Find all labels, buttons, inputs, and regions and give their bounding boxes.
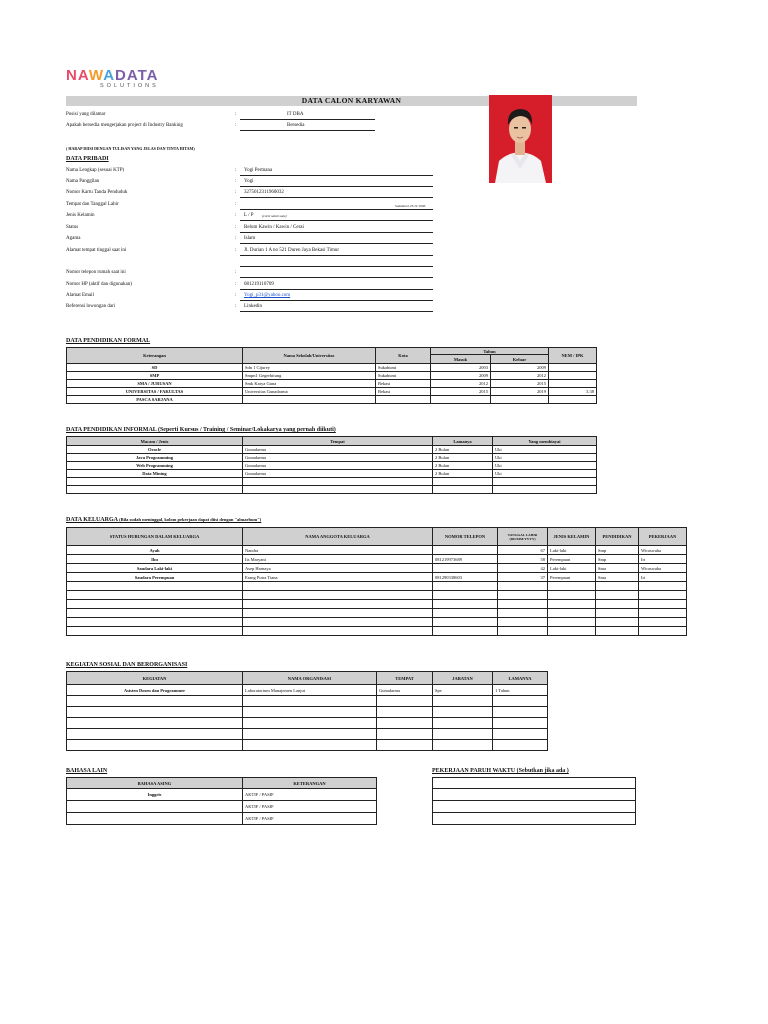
field-underline: [240, 277, 433, 278]
colon: :: [235, 248, 237, 253]
table-row: [67, 454, 597, 462]
table-cell[interactable]: [433, 478, 493, 486]
table-cell[interactable]: 2003: [431, 364, 491, 372]
company-logo: [66, 67, 159, 96]
logo-subtitle: SOLUTIONS: [100, 83, 159, 89]
table-cell[interactable]: Sma: [596, 573, 639, 582]
table-cell[interactable]: 3.38: [549, 388, 597, 396]
table-cell[interactable]: [433, 600, 498, 609]
table-row: [67, 486, 597, 494]
social-activities-heading: KEGIATAN SOSIAL DAN BERORGANISASI: [66, 662, 188, 668]
table-cell[interactable]: [639, 609, 687, 618]
table-cell[interactable]: [377, 696, 433, 707]
col-header: NEM / IPK: [549, 348, 597, 364]
table-cell[interactable]: 2009: [431, 372, 491, 380]
field-underline: [240, 209, 433, 210]
table-row: [67, 801, 377, 813]
table-cell[interactable]: SMA / JURUSAN: [67, 380, 243, 388]
table-cell[interactable]: AKTIF / PASIF: [243, 813, 377, 825]
table-cell[interactable]: Bekasi: [376, 388, 431, 396]
formal-education-table: [66, 347, 597, 404]
col-header: Tahun: [431, 348, 549, 355]
personal-field-label: Nama Panggilan: [66, 179, 100, 184]
table-cell[interactable]: Ukt: [493, 446, 597, 454]
table-cell[interactable]: [433, 564, 498, 573]
table-cell[interactable]: 2 Bulan: [433, 454, 493, 462]
languages-heading: BAHASA LAIN: [66, 768, 108, 774]
table-cell[interactable]: [493, 740, 548, 751]
table-cell[interactable]: Universitas Gunadarma: [243, 388, 376, 396]
table-row: [67, 364, 597, 372]
field-underline: [240, 197, 433, 198]
table-row: [67, 609, 687, 618]
table-cell[interactable]: 2015: [431, 388, 491, 396]
table-row: [67, 707, 548, 718]
table-cell[interactable]: [596, 627, 639, 636]
field-underline: [240, 220, 433, 221]
table-cell[interactable]: [377, 707, 433, 718]
table-row: [67, 396, 597, 404]
col-header: Kota: [376, 348, 431, 364]
table-cell[interactable]: Sukabumi: [376, 372, 431, 380]
table-cell[interactable]: [243, 718, 377, 729]
table-row: [67, 685, 548, 696]
table-cell[interactable]: Inggris: [67, 789, 243, 801]
table-cell[interactable]: Laki-laki: [548, 564, 596, 573]
table-row: [67, 718, 548, 729]
personal-field-label: Nomor Kartu Tanda Penduduk: [66, 190, 128, 195]
table-cell[interactable]: Ayah: [67, 546, 243, 555]
table-cell[interactable]: [67, 801, 243, 813]
table-cell[interactable]: [548, 582, 596, 591]
table-cell[interactable]: Nandra: [243, 546, 433, 555]
table-cell[interactable]: Irt: [639, 573, 687, 582]
table-cell[interactable]: [639, 627, 687, 636]
table-cell[interactable]: [493, 696, 548, 707]
table-cell[interactable]: [67, 718, 243, 729]
colon: :: [235, 179, 237, 184]
field-underline: [240, 232, 433, 233]
col-header: PENDIDIKAN: [596, 528, 639, 546]
table-cell[interactable]: Gunadarma: [377, 685, 433, 696]
table-cell[interactable]: [498, 600, 548, 609]
table-cell[interactable]: Saudara Perempuan: [67, 573, 243, 582]
table-cell[interactable]: [243, 396, 376, 404]
table-cell[interactable]: Irt: [639, 555, 687, 564]
table-cell[interactable]: 2019: [491, 388, 549, 396]
table-cell[interactable]: [433, 801, 636, 813]
table-cell[interactable]: Spv: [433, 685, 493, 696]
table-cell[interactable]: Laboratorium Manajemen Lanjut: [243, 685, 377, 696]
table-cell[interactable]: 081290338603: [433, 573, 498, 582]
part-time-table: [432, 777, 636, 825]
table-cell[interactable]: PASCA SARJANA: [67, 396, 243, 404]
table-cell[interactable]: [433, 729, 493, 740]
table-cell[interactable]: 2 Bulan: [433, 446, 493, 454]
table-row: [67, 555, 687, 564]
table-cell[interactable]: SD: [67, 364, 243, 372]
table-cell[interactable]: [433, 789, 636, 801]
field-underline: [240, 311, 433, 312]
table-row: [67, 446, 597, 454]
personal-field-value[interactable]: Yogi Permana: [244, 168, 273, 173]
banking-label: Apakah bersedia mengerjakan project di Industry Banking: [66, 123, 183, 128]
table-cell[interactable]: [243, 609, 433, 618]
table-cell[interactable]: [639, 582, 687, 591]
table-cell[interactable]: [243, 591, 433, 600]
family-title: DATA KELUARGA: [66, 517, 118, 523]
col-header: JENIS KELAMIN: [548, 528, 596, 546]
personal-field-value[interactable]: 081219110709: [244, 282, 274, 287]
table-cell[interactable]: [377, 729, 433, 740]
col-header: Keluar: [491, 355, 549, 364]
table-cell[interactable]: Gunadarma: [243, 462, 433, 470]
table-cell[interactable]: [243, 707, 377, 718]
personal-field-label: Tempat dan Tanggal Lahir: [66, 202, 119, 207]
table-cell[interactable]: [493, 707, 548, 718]
table-cell[interactable]: Smp: [596, 555, 639, 564]
personal-field-value[interactable]: Jl. Durian 1 A no 521 Duren Jaya Bekasi Timur: [244, 248, 339, 253]
table-cell[interactable]: [491, 396, 549, 404]
personal-field-label: Nomor telepon rumah saat ini: [66, 270, 126, 275]
table-cell[interactable]: 2012: [491, 372, 549, 380]
table-row: [67, 627, 687, 636]
table-row: [67, 564, 687, 573]
table-row: [67, 618, 687, 627]
col-header: TEMPAT: [377, 672, 433, 685]
table-cell[interactable]: Wiraswaha: [639, 564, 687, 573]
col-header: NOMOR TELEPON: [433, 528, 498, 546]
table-row: [67, 546, 687, 555]
table-cell[interactable]: [67, 618, 243, 627]
colon: :: [235, 293, 237, 298]
table-row: [67, 380, 597, 388]
portrait-image: [489, 95, 552, 183]
table-row: [67, 813, 377, 825]
table-cell[interactable]: Ukt: [493, 470, 597, 478]
table-cell[interactable]: [67, 813, 243, 825]
table-cell[interactable]: [433, 718, 493, 729]
col-header: PEKERJAAN: [639, 528, 687, 546]
table-cell[interactable]: [376, 396, 431, 404]
colon: :: [235, 236, 237, 241]
table-cell[interactable]: [493, 718, 548, 729]
social-activities-table: [66, 671, 548, 751]
table-cell[interactable]: [433, 740, 493, 751]
field-underline: [240, 243, 433, 244]
table-cell[interactable]: [67, 696, 243, 707]
languages-table: [66, 777, 377, 825]
fill-instruction: ( HARAP DIISI DENGAN TULISAN YANG JELAS DAN TINTA HITAM): [66, 146, 195, 151]
table-cell[interactable]: [548, 618, 596, 627]
formal-education-heading: DATA PENDIDIKAN FORMAL: [66, 338, 151, 344]
col-header: LAMANYA: [493, 672, 548, 685]
table-cell[interactable]: [243, 618, 433, 627]
table-cell[interactable]: Oracle: [67, 446, 243, 454]
table-cell[interactable]: [639, 618, 687, 627]
table-cell[interactable]: [596, 600, 639, 609]
table-cell[interactable]: Laki-laki: [548, 546, 596, 555]
table-cell[interactable]: [243, 696, 377, 707]
personal-field-value[interactable]: 3275012311960032: [244, 190, 284, 195]
table-cell[interactable]: [548, 627, 596, 636]
table-cell[interactable]: [433, 486, 493, 494]
part-time-heading: PEKERJAAN PARUH WAKTU (Sebutkan jika ada ): [432, 768, 569, 774]
table-row: [67, 582, 687, 591]
table-cell[interactable]: Perempuan: [548, 573, 596, 582]
col-header: Keterangan: [67, 348, 243, 364]
table-cell[interactable]: [549, 396, 597, 404]
table-cell[interactable]: [433, 546, 498, 555]
field-underline: [240, 119, 375, 120]
table-row: [67, 573, 687, 582]
table-cell[interactable]: UNIVERSITAS / FAKULTAS: [67, 388, 243, 396]
table-cell[interactable]: [433, 609, 498, 618]
table-cell[interactable]: [67, 582, 243, 591]
table-cell[interactable]: Sukabumi: [376, 364, 431, 372]
table-row: [67, 789, 377, 801]
table-cell[interactable]: [548, 609, 596, 618]
table-cell[interactable]: 67: [498, 546, 548, 555]
form-title: DATA CALON KARYAWAN: [66, 96, 637, 106]
field-underline: [240, 175, 433, 176]
field-underline: [240, 266, 433, 267]
table-cell[interactable]: Erang Putra Tiana: [243, 573, 433, 582]
table-cell[interactable]: [67, 707, 243, 718]
table-cell[interactable]: AKTIF / PASIF: [243, 789, 377, 801]
table-cell[interactable]: Sdn 1 Cijurey: [243, 364, 376, 372]
personal-field-label: Status: [66, 225, 79, 230]
table-cell[interactable]: [67, 591, 243, 600]
col-header: Tempat: [243, 437, 433, 446]
table-cell[interactable]: Wiraswaha: [639, 546, 687, 555]
position-label: Posisi yang dilamar: [66, 112, 106, 117]
table-cell[interactable]: 2 Bulan: [433, 462, 493, 470]
table-cell[interactable]: Gunadarma: [243, 470, 433, 478]
table-cell[interactable]: [433, 707, 493, 718]
table-cell[interactable]: 2 Bulan: [433, 470, 493, 478]
colon: :: [235, 225, 237, 230]
table-cell[interactable]: [67, 627, 243, 636]
table-cell[interactable]: [596, 609, 639, 618]
personal-field-value[interactable]: Linkedin: [244, 304, 263, 309]
table-cell[interactable]: [639, 600, 687, 609]
email-link[interactable]: Yogi_p31@yahoo.com: [244, 293, 291, 298]
col-header: STATUS HUBUNGAN DALAM KELUARGA: [67, 528, 243, 546]
table-cell[interactable]: [498, 609, 548, 618]
table-cell[interactable]: [377, 740, 433, 751]
table-cell[interactable]: Smk Karya Guna: [243, 380, 376, 388]
col-header: Macam / Jenis: [67, 437, 243, 446]
table-cell[interactable]: [548, 600, 596, 609]
table-cell[interactable]: Ukt: [493, 454, 597, 462]
col-header: KETERANGAN: [243, 778, 377, 789]
applicant-photo: [489, 95, 552, 183]
table-cell[interactable]: [596, 582, 639, 591]
table-cell[interactable]: [433, 627, 498, 636]
table-cell[interactable]: Java Programming: [67, 454, 243, 462]
family-data-heading: [66, 517, 261, 523]
table-cell[interactable]: [243, 486, 433, 494]
table-cell[interactable]: [243, 600, 433, 609]
table-cell[interactable]: [243, 729, 377, 740]
table-cell[interactable]: Gunadarma: [243, 446, 433, 454]
table-cell[interactable]: [67, 600, 243, 609]
table-cell[interactable]: Smpn1 Gegerbitung: [243, 372, 376, 380]
col-header: JABATAN: [433, 672, 493, 685]
position-value[interactable]: IT DBA: [287, 112, 304, 117]
personal-data-heading: DATA PRIBADI: [66, 156, 109, 162]
table-cell[interactable]: Sma: [596, 564, 639, 573]
table-cell[interactable]: [639, 591, 687, 600]
table-cell[interactable]: [498, 618, 548, 627]
table-cell[interactable]: [67, 478, 243, 486]
table-cell[interactable]: Perempuan: [548, 555, 596, 564]
table-cell[interactable]: [243, 627, 433, 636]
col-header: Nama Sekolah/Universitas: [243, 348, 376, 364]
col-header: Lamanya: [433, 437, 493, 446]
logo-wordmark: NAWADATA: [66, 67, 159, 84]
table-row: [67, 470, 597, 478]
table-cell[interactable]: Asep Harnaya: [243, 564, 433, 573]
table-cell[interactable]: Asisten Dosen dan Programmer: [67, 685, 243, 696]
table-cell[interactable]: Iis Maryani: [243, 555, 433, 564]
table-cell[interactable]: [243, 582, 433, 591]
family-table: [66, 527, 687, 636]
table-row: [67, 600, 687, 609]
table-cell[interactable]: [596, 591, 639, 600]
informal-education-table: [66, 436, 597, 494]
table-cell[interactable]: [493, 486, 597, 494]
table-cell[interactable]: [549, 372, 597, 380]
table-cell[interactable]: [498, 627, 548, 636]
table-cell[interactable]: [243, 478, 433, 486]
colon: :: [235, 190, 237, 195]
colon: :: [235, 282, 237, 287]
table-row: [67, 729, 548, 740]
personal-field-label: Referensi lowongan dari: [66, 304, 116, 309]
field-underline: [240, 300, 433, 301]
col-header: Yang membiayai: [493, 437, 597, 446]
table-cell[interactable]: Data Mining: [67, 470, 243, 478]
colon: :: [235, 112, 237, 117]
table-cell[interactable]: [377, 718, 433, 729]
table-cell[interactable]: [433, 618, 498, 627]
table-cell[interactable]: Ukt: [493, 462, 597, 470]
informal-education-heading: DATA PENDIDIKAN INFORMAL (Seperti Kursus / Training / Seminar/Lokakarya yang pernah diikuti): [66, 427, 336, 433]
personal-field-label: Nama Lengkap (sesuai KTP): [66, 168, 125, 173]
table-cell[interactable]: [67, 729, 243, 740]
personal-field-value[interactable]: Yogi: [244, 179, 254, 184]
col-header: KEGIATAN: [67, 672, 243, 685]
table-cell[interactable]: [433, 696, 493, 707]
personal-field-label: Jenis Kelamin: [66, 213, 95, 218]
personal-field-value[interactable]: Belum Kawin / Kawin / Cerai: [244, 225, 304, 230]
table-cell[interactable]: [493, 729, 548, 740]
table-cell[interactable]: [433, 582, 498, 591]
personal-field-value[interactable]: Islam: [244, 236, 256, 241]
col-header: BAHASA ASING: [67, 778, 243, 789]
table-cell[interactable]: SMP: [67, 372, 243, 380]
table-cell[interactable]: AKTIF / PASIF: [243, 801, 377, 813]
personal-field-label: Alamat Email: [66, 293, 94, 298]
table-cell[interactable]: 42: [498, 564, 548, 573]
field-underline: [240, 289, 433, 290]
field-note: (coret salah satu): [262, 214, 287, 218]
table-cell[interactable]: 1 Tahun: [493, 685, 548, 696]
table-cell[interactable]: [243, 740, 377, 751]
colon: :: [235, 304, 237, 309]
table-cell[interactable]: [596, 618, 639, 627]
table-cell[interactable]: Saudara Laki-laki: [67, 564, 243, 573]
table-cell[interactable]: 2015: [491, 380, 549, 388]
table-cell[interactable]: [67, 486, 243, 494]
table-cell[interactable]: [493, 478, 597, 486]
field-underline: [240, 255, 433, 256]
table-cell[interactable]: [433, 591, 498, 600]
table-cell[interactable]: 2009: [491, 364, 549, 372]
colon: :: [235, 202, 237, 207]
personal-field-label: Agama: [66, 236, 81, 241]
table-row: [67, 740, 548, 751]
colon: :: [235, 123, 237, 128]
table-cell[interactable]: Bekasi: [376, 380, 431, 388]
table-cell[interactable]: Gunadarma: [243, 454, 433, 462]
col-header: TANGGAL LAHIR (DD/MM/YYYY): [498, 528, 548, 546]
table-cell[interactable]: Smp: [596, 546, 639, 555]
banking-value[interactable]: Bersedia: [287, 123, 305, 128]
table-cell[interactable]: Ibu: [67, 555, 243, 564]
personal-field-label: Alamat tempat tinggal saat ini: [66, 248, 127, 253]
table-cell[interactable]: [549, 364, 597, 372]
table-row: [67, 372, 597, 380]
col-header: NAMA ANGGOTA KELUARGA: [243, 528, 433, 546]
personal-field-label: Nomor HP (aktif dan digunakan): [66, 282, 132, 287]
table-cell[interactable]: Web Programming: [67, 462, 243, 470]
table-cell[interactable]: [431, 396, 491, 404]
table-cell[interactable]: [498, 582, 548, 591]
table-cell[interactable]: 58: [498, 555, 548, 564]
note-wrap: [260, 213, 287, 220]
col-header: NAMA ORGANISASI: [243, 672, 377, 685]
field-underline: [240, 130, 375, 131]
personal-field-value[interactable]: L / P: [244, 213, 254, 218]
table-cell[interactable]: [548, 591, 596, 600]
family-subtitle: (Bila sudah meninggal, kolom pekerjaan dapat diisi dengan "almarhum"): [119, 517, 262, 522]
table-cell[interactable]: [67, 609, 243, 618]
table-row: [67, 696, 548, 707]
table-cell[interactable]: 081219973689: [433, 555, 498, 564]
table-cell[interactable]: [498, 591, 548, 600]
table-row: [67, 388, 597, 396]
colon: :: [235, 213, 237, 218]
table-cell[interactable]: [433, 813, 636, 825]
table-row: [67, 478, 597, 486]
col-header: Masuk: [431, 355, 491, 364]
birth-place-date[interactable]: Sukabumi 23/11/1996: [395, 204, 426, 208]
colon: :: [235, 168, 237, 173]
colon: :: [235, 270, 237, 275]
table-row: [67, 591, 687, 600]
table-cell[interactable]: 2012: [431, 380, 491, 388]
table-cell[interactable]: 37: [498, 573, 548, 582]
table-cell[interactable]: [67, 740, 243, 751]
field-underline: [240, 186, 433, 187]
table-row: [67, 462, 597, 470]
table-cell[interactable]: [433, 778, 636, 789]
table-cell[interactable]: [549, 380, 597, 388]
